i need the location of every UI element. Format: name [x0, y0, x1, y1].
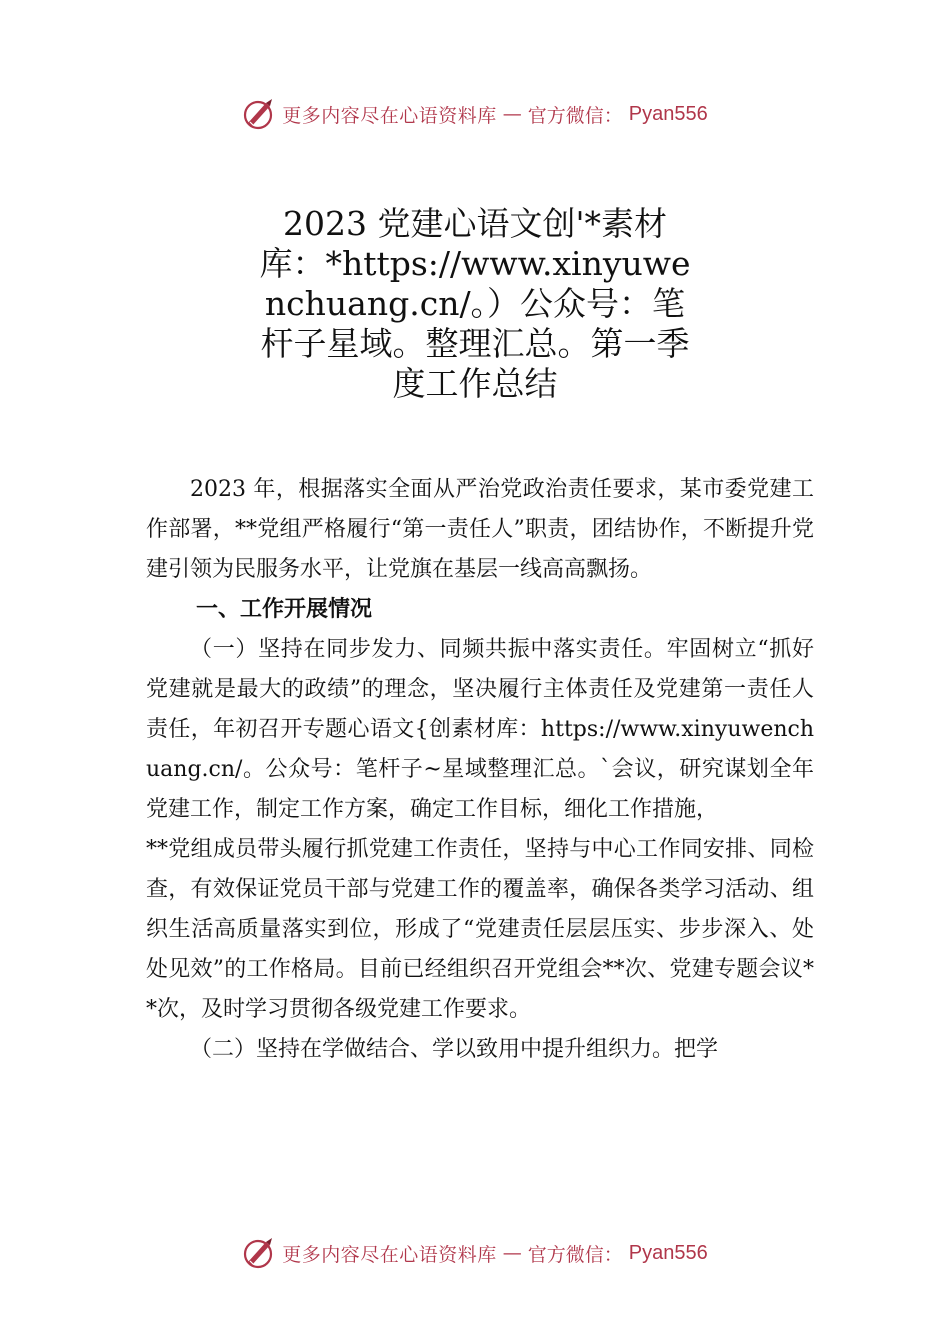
watermark-text: 更多内容尽在心语资料库 — [282, 1243, 497, 1266]
watermark-wechat-id: Pyan556 — [628, 1241, 708, 1264]
pen-logo-icon — [242, 97, 276, 131]
footer-watermark — [0, 1233, 950, 1273]
intro-paragraph: 2023 年，根据落实全面从严治党政治责任要求，某市委党建工作部署，**党组严格履行“第一责任人”职责，团结协作，不断提升党建引领为民服务水平，让党旗在基层一线高高飘扬。 — [146, 477, 814, 582]
watermark-separator: — — [502, 1242, 522, 1264]
body-paragraph-1: （一）坚持在同步发力、同频共振中落实责任。牢固树立“抓好党建就是最大的政绩”的理念，坚决履行主体责任及党建第一责任人责任，年初召开专题心语文{创素材库：https://www.xinyuwenchuang.cn/。公众号：笔杆子~星域整理汇总。`会议，研究谋划全年党建工作，制定工作方案，确定工作目标，细化工作措施， — [146, 637, 814, 822]
pen-logo-icon — [242, 1236, 276, 1270]
watermark-wechat-label: 官方微信： — [527, 104, 623, 127]
watermark-text: 更多内容尽在心语资料库 — [282, 104, 497, 127]
document-title: 2023 党建心语文创'*素材库：*https://www.xinyuwenchuang.cn/。）公众号：笔杆子星域。整理汇总。第一季度工作总结 — [259, 204, 691, 403]
section-heading: 一、工作开展情况 — [196, 597, 373, 622]
watermark-wechat-label: 官方微信： — [527, 1243, 623, 1266]
watermark-wechat-id: Pyan556 — [628, 102, 708, 125]
document-body — [146, 470, 814, 1070]
body-paragraph-2: **党组成员带头履行抓党建工作责任，坚持与中心工作同安排、同检查，有效保证党员干部与党建工作的覆盖率，确保各类学习活动、组织生活高质量落实到位，形成了“党建责任层层压实、步步深入、处处见效”的工作格局。目前已经组织召开党组会**次、党建专题会议**次，及时学习贯彻各级党建工作要求。 — [146, 837, 814, 1022]
body-paragraph-3: （二）坚持在学做结合、学以致用中提升组织力。把学 — [190, 1037, 719, 1062]
watermark-separator: — — [502, 103, 522, 125]
header-watermark — [0, 94, 950, 134]
